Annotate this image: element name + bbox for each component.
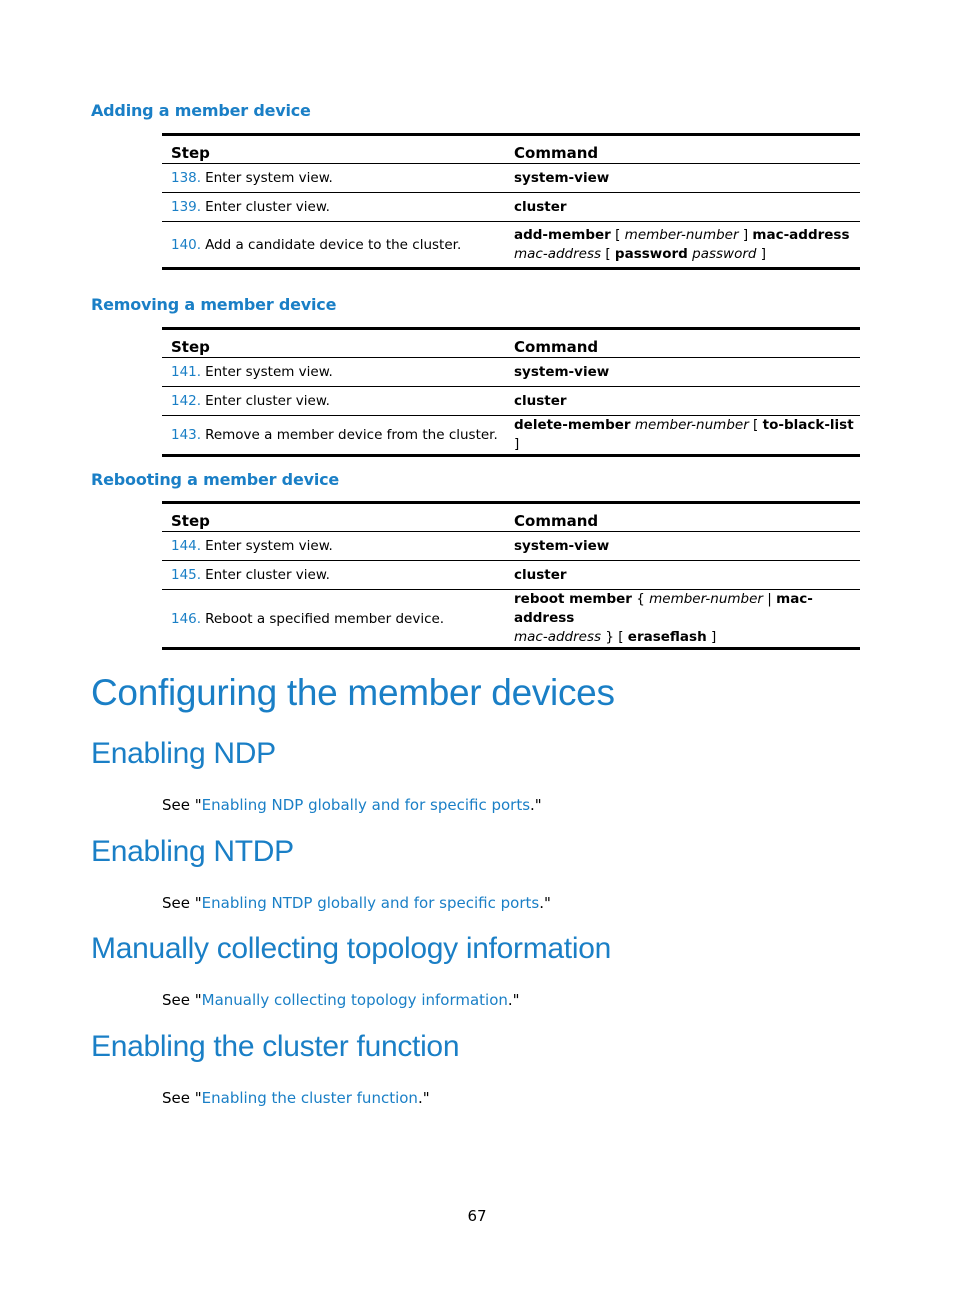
step-text: Enter cluster view. [205,393,330,409]
column-header-command: Command [508,329,860,358]
link-cluster-function[interactable]: Enabling the cluster function [201,1089,418,1107]
command-syntax: reboot member { member-number | mac-address mac-address } [ eraseflash ] [508,590,860,649]
table-row [162,193,860,222]
command-keyword: cluster [514,198,567,215]
step-text: Enter system view. [205,170,333,186]
table-row [162,590,860,649]
step-number: 146. [171,610,202,627]
section-heading-rebooting-member: Rebooting a member device [91,470,340,489]
link-enabling-ntdp[interactable]: Enabling NTDP globally and for specific ports [201,894,540,912]
command-keyword: cluster [514,392,567,409]
command-keyword: system-view [514,169,610,186]
see-reference: See "Enabling NTDP globally and for specific ports." [162,894,551,912]
table-row [162,387,860,416]
command-keyword: system-view [514,537,610,554]
step-text: Reboot a specified member device. [205,610,445,627]
table-row [162,358,860,387]
step-text: Enter system view. [205,364,333,380]
step-number: 144. [171,538,202,554]
section-heading-adding-member: Adding a member device [91,101,311,120]
column-header-command: Command [508,135,860,164]
section-heading-cluster-function: Enabling the cluster function [91,1030,460,1063]
step-text: Enter system view. [205,538,333,554]
section-heading-topology: Manually collecting topology information [91,932,611,965]
link-enabling-ndp[interactable]: Enabling NDP globally and for specific ports [201,796,531,814]
step-text: Remove a member device from the cluster. [205,427,498,443]
page-number: 67 [467,1207,487,1225]
command-keyword: cluster [514,566,567,583]
command-keyword: system-view [514,363,610,380]
step-number: 143. [171,427,202,443]
table-row [162,532,860,561]
step-number: 138. [171,170,202,186]
table-row [162,416,860,456]
step-number: 142. [171,393,202,409]
step-text: Add a candidate device to the cluster. [205,236,462,253]
command-table-adding-member [162,133,860,270]
see-reference: See "Enabling NDP globally and for specific ports." [162,796,542,814]
step-number: 139. [171,199,202,215]
command-table-rebooting-member [162,501,860,650]
column-header-step: Step [162,503,508,532]
step-number: 141. [171,364,202,380]
step-number: 145. [171,567,202,583]
see-reference: See "Enabling the cluster function." [162,1089,430,1107]
section-heading-enabling-ndp: Enabling NDP [91,737,276,770]
column-header-command: Command [508,503,860,532]
command-table-removing-member [162,327,860,457]
column-header-step: Step [162,329,508,358]
chapter-title: Configuring the member devices [91,672,615,713]
table-row [162,222,860,269]
section-heading-removing-member: Removing a member device [91,295,337,314]
see-reference: See "Manually collecting topology information." [162,991,520,1009]
table-row [162,561,860,590]
command-syntax: delete-member member-number [ to-black-list ] [508,416,860,456]
column-header-step: Step [162,135,508,164]
section-heading-enabling-ntdp: Enabling NTDP [91,835,294,868]
command-syntax: add-member [ member-number ] mac-address mac-address [ password password ] [508,222,860,269]
step-text: Enter cluster view. [205,567,330,583]
step-number: 140. [171,236,202,253]
step-text: Enter cluster view. [205,199,330,215]
table-row [162,164,860,193]
link-topology-information[interactable]: Manually collecting topology information [201,991,508,1009]
